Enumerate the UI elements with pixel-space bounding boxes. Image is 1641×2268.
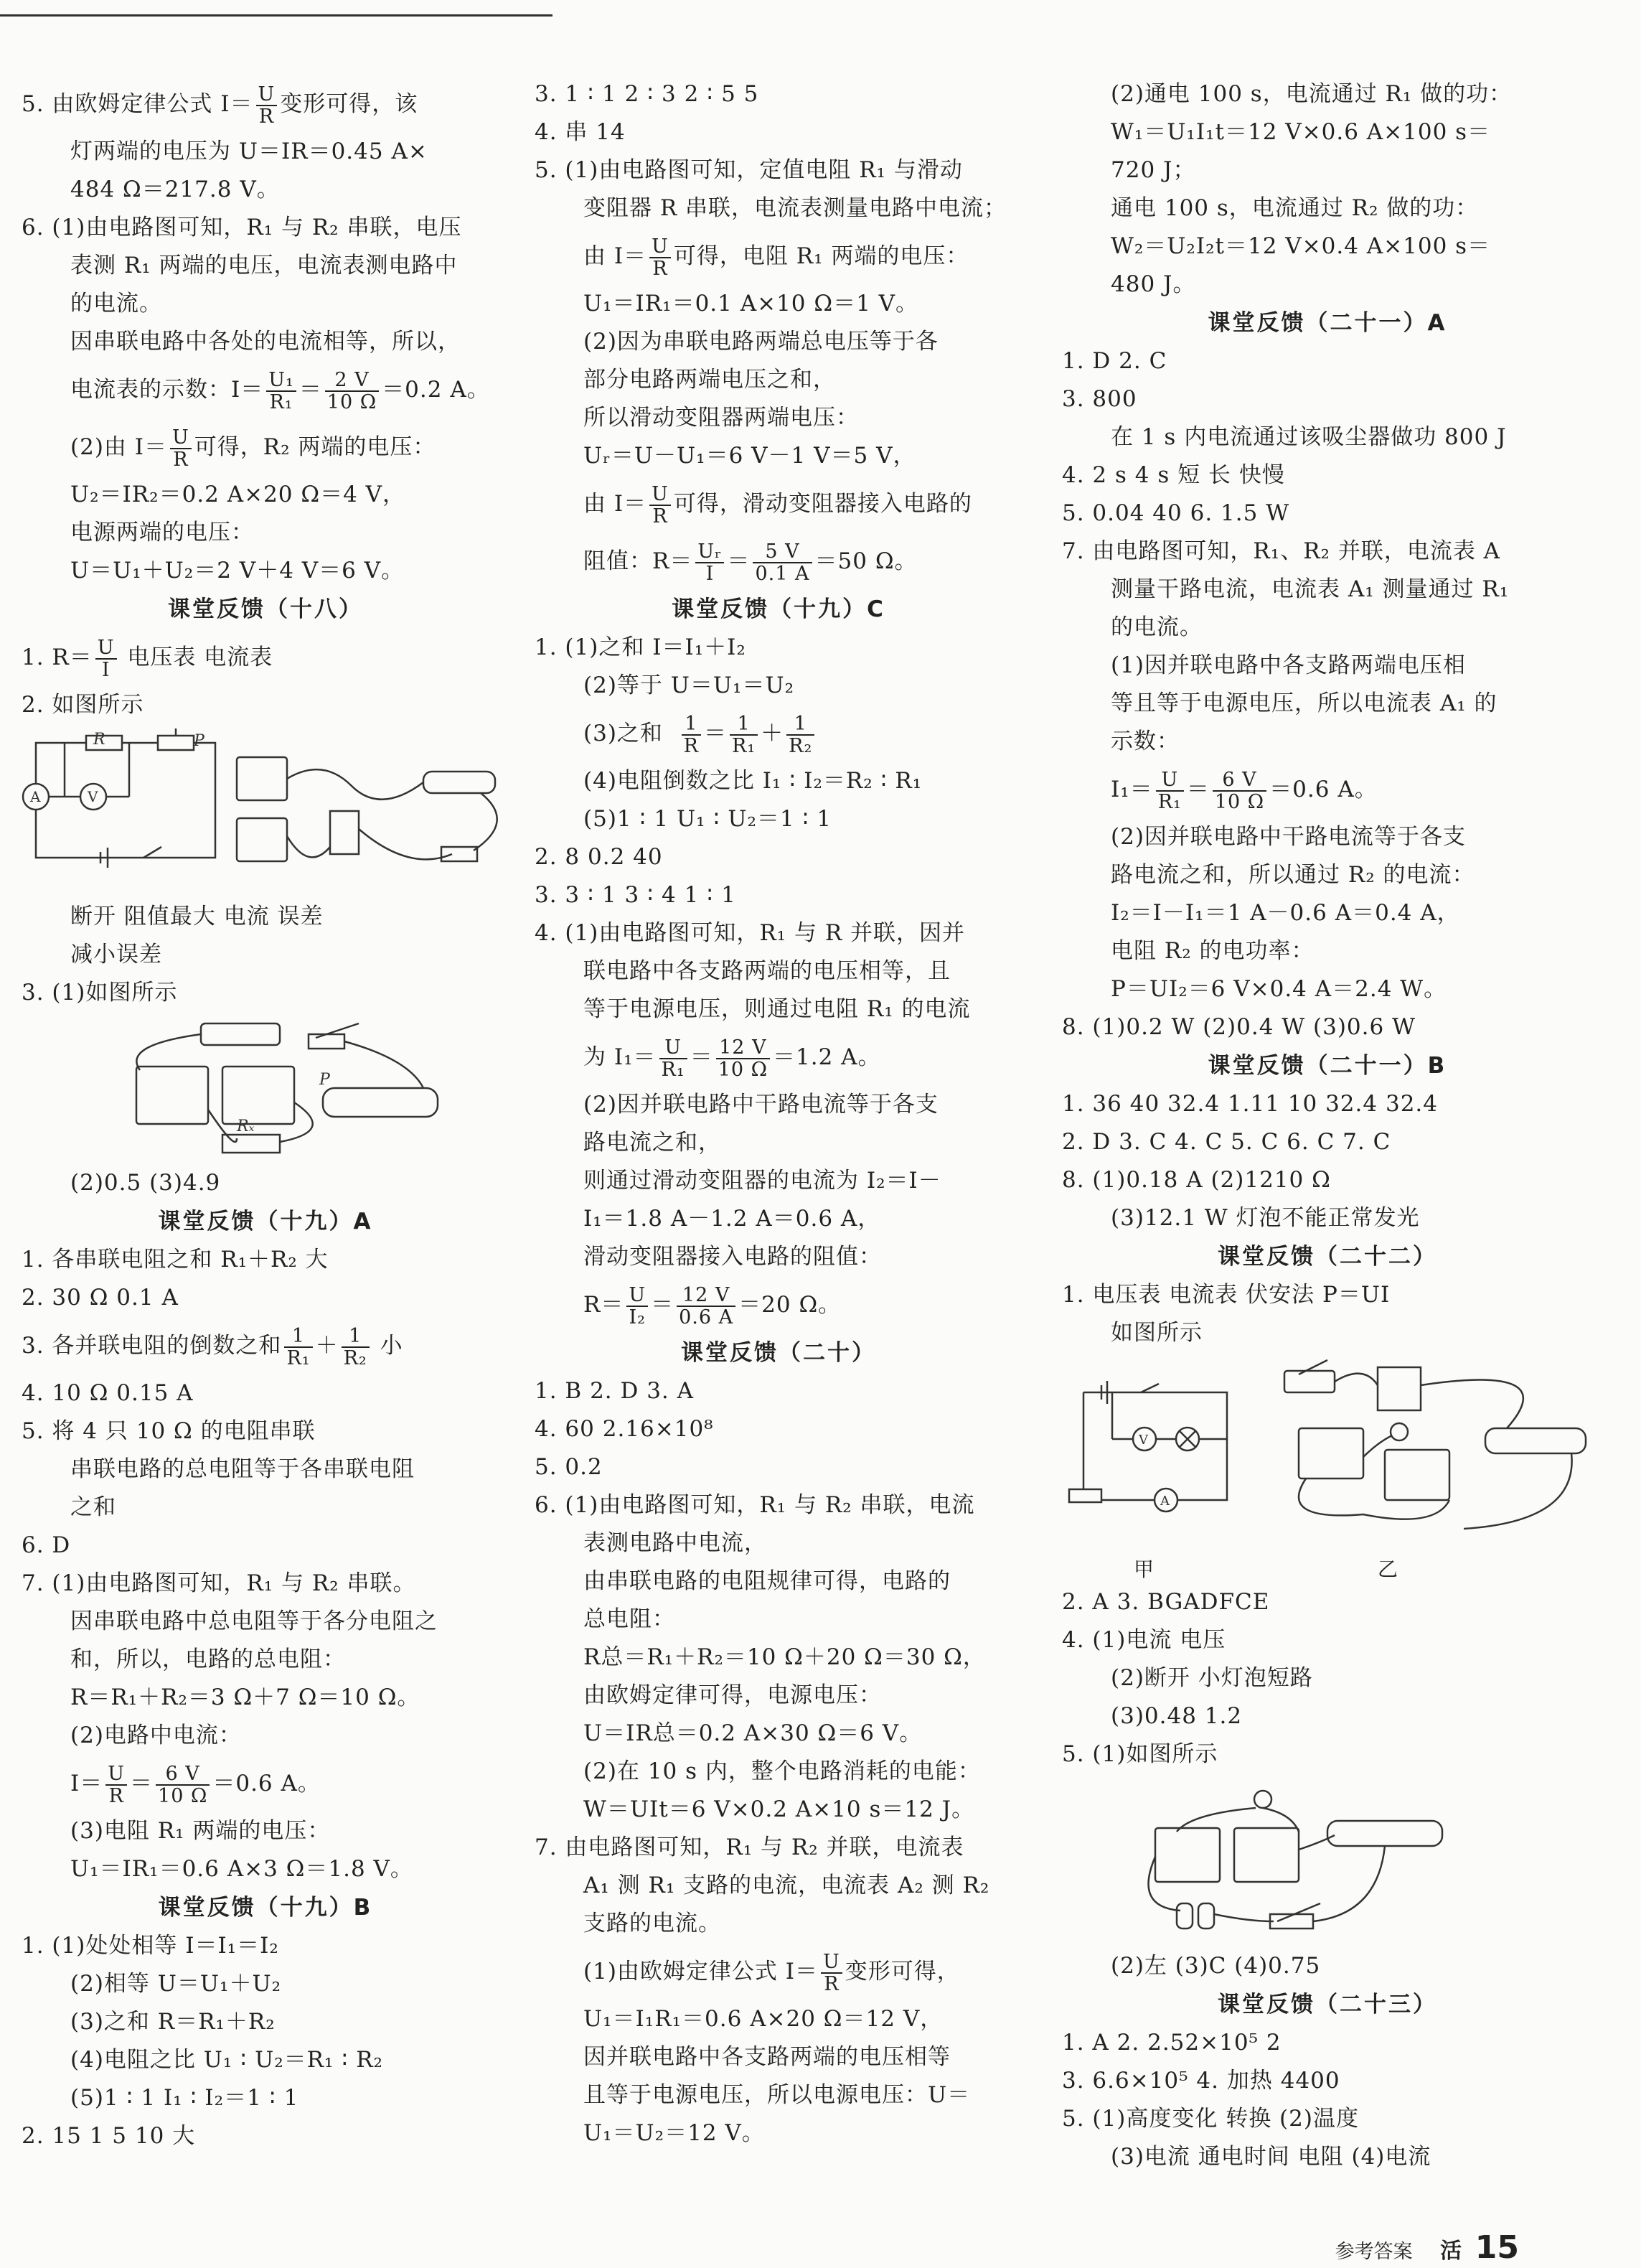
answer-line: 2. 8 0.2 40	[535, 844, 663, 870]
answer-line: 由 I＝ $\frac{U}{R}$ 可得，滑动变阻器接入电路的	[583, 482, 972, 528]
answer-line: (4)电阻倒数之比 I₁ ∶ I₂＝R₂ ∶ R₁	[583, 768, 923, 794]
answer-line: 等且等于电源电压，所以电流表 A₁ 的	[1111, 690, 1497, 716]
fraction: $\frac{2 V}{10 \Omega}$	[325, 370, 379, 413]
answer-line: 2. A 3. BGADFCE	[1062, 1589, 1270, 1615]
circuit-figure-18-3	[22, 1016, 509, 1160]
answer-line: (3)之和 R＝R₁＋R₂	[70, 2009, 276, 2035]
answer-line: 支路的电流。	[583, 1911, 721, 1936]
answer-line: I＝ $\frac{U}{R}$ ＝ $\frac{6 V}{10 \Omega}$ ＝0.6 A。	[70, 1762, 321, 1807]
page-number: 15	[1475, 2229, 1519, 2266]
circuit-diagram	[22, 728, 509, 894]
circuit-figure-18-2	[22, 728, 509, 894]
answer-line: 所以滑动变阻器两端电压：	[583, 405, 859, 431]
answer-line: R总＝R₁＋R₂＝10 Ω＋20 Ω＝30 Ω，	[583, 1644, 986, 1670]
answer-line: 6. (1)由电路图可知，R₁ 与 R₂ 串联，电压	[22, 215, 462, 240]
answer-line: 电流表的示数：I＝ $\frac{\text{U₁}}{\text{R₁}}$ ＝ $\frac{2 V}{10 \Omega}$ ＝0.2 A。	[70, 368, 490, 413]
answer-line: 1. A 2. 2.52×10⁵ 2	[1062, 2030, 1282, 2056]
answer-line: 1. (1)之和 I＝I₁＋I₂	[535, 634, 746, 660]
answer-line: (2)因为串联电路两端总电压等于各	[583, 329, 939, 355]
ammeter-symbol: A	[1160, 1494, 1170, 1509]
answer-line: 由串联电路的电阻规律可得，电路的	[583, 1568, 951, 1594]
answer-line: R＝R₁＋R₂＝3 Ω＋7 Ω＝10 Ω。	[70, 1684, 420, 1710]
page-footer	[1335, 2229, 1519, 2266]
apparatus-drawing	[22, 1016, 509, 1160]
answer-line: A₁ 测 R₁ 支路的电流，电流表 A₂ 测 R₂	[583, 1873, 990, 1898]
answer-line: 5. (1)高度变化 转换 (2)温度	[1062, 2106, 1359, 2132]
fraction: $\frac{\text{Uᵣ}}{I}$	[695, 541, 724, 584]
answer-line: 电源两端的电压：	[70, 520, 254, 545]
answer-line: 7. 由电路图可知，R₁ 与 R₂ 并联，电流表	[535, 1834, 964, 1860]
answer-line: 为 I₁＝ $\frac{U}{\text{R₁}}$ ＝ $\frac{12 V}{10 \Omega}$ ＝1.2 A。	[583, 1036, 881, 1081]
answer-line: 5. 将 4 只 10 Ω 的电阻串联	[22, 1418, 316, 1444]
figure-label-jia: 甲	[1134, 1557, 1155, 1581]
answer-line: 3. 1 ∶ 1 2 ∶ 3 2 ∶ 5 5	[535, 81, 759, 107]
answer-line: (5)1 ∶ 1 I₁ ∶ I₂＝1 ∶ 1	[70, 2085, 299, 2111]
answer-line: 灯两端的电压为 U＝IR＝0.45 A×	[70, 139, 428, 164]
answer-line: (3)电阻 R₁ 两端的电压：	[70, 1818, 331, 1844]
ammeter-symbol: A	[30, 788, 41, 805]
column-3	[1062, 75, 1593, 2176]
answer-line: 2. D 3. C 4. C 5. C 6. C 7. C	[1062, 1129, 1391, 1155]
answer-line: 因串联电路中总电阻等于各分电阻之	[70, 1608, 438, 1634]
answer-line: U₁＝U₂＝12 V。	[583, 2120, 765, 2146]
answer-line: W₂＝U₂I₂t＝12 V×0.4 A×100 s＝	[1111, 233, 1491, 259]
fraction: $\frac{1}{\text{R₁}}$	[730, 713, 758, 756]
fraction: $\frac{U}{R}$	[649, 236, 671, 279]
label-Rx: Rₓ	[237, 1117, 255, 1135]
answer-line: 且等于电源电压，所以电源电压：U＝	[583, 2082, 971, 2108]
answer-line: 1. 各串联电阻之和 R₁＋R₂ 大	[22, 1247, 329, 1273]
answer-line: (2)因并联电路中干路电流等于各支	[583, 1092, 939, 1117]
fraction: $\frac{6 V}{10 \Omega}$	[1213, 769, 1266, 812]
answer-line: 路电流之和，	[583, 1130, 721, 1156]
answer-line: 4. 2 s 4 s 短 长 快慢	[1062, 462, 1285, 488]
answer-line: 5. 0.04 40 6. 1.5 W	[1062, 500, 1290, 526]
answer-line: (3)电流 通电时间 电阻 (4)电流	[1111, 2144, 1431, 2170]
section-heading: 课堂反馈（十九）B	[158, 1895, 373, 1921]
answer-line: (2)电路中电流：	[70, 1723, 242, 1748]
answer-line: 电阻 R₂ 的电功率：	[1111, 938, 1315, 964]
answer-line: 4. (1)电流 电压	[1062, 1627, 1226, 1653]
fraction: $\frac{1}{\text{R₂}}$	[342, 1326, 370, 1369]
label-P: P	[194, 732, 204, 750]
answer-line: W₁＝U₁I₁t＝12 V×0.6 A×100 s＝	[1111, 119, 1491, 145]
answer-line: 8. (1)0.18 A (2)1210 Ω	[1062, 1167, 1331, 1193]
answer-line: 8. (1)0.2 W (2)0.4 W (3)0.6 W	[1062, 1014, 1416, 1040]
answer-line: 3. 各并联电阻的倒数之和 $\frac{1}{\text{R₁}}$ ＋ $\frac{1}{\text{R₂}}$ 小	[22, 1324, 403, 1369]
answer-line: 串联电路的总电阻等于各串联电阻	[70, 1456, 415, 1482]
section-heading: 课堂反馈（二十二）	[1218, 1244, 1437, 1270]
answer-line: 2. 15 1 5 10 大	[22, 2123, 196, 2149]
circuit-diagram-jia-yi	[1062, 1356, 1593, 1550]
answer-line: 的电流。	[70, 291, 162, 317]
section-heading: 课堂反馈（二十三）	[1218, 1992, 1437, 2018]
fraction: $\frac{U}{\text{I₂}}$	[626, 1285, 648, 1328]
fraction: $\frac{1}{\text{R₂}}$	[786, 713, 814, 756]
answer-line: 由欧姆定律可得，电源电压：	[583, 1682, 882, 1708]
answer-line: 2. 30 Ω 0.1 A	[22, 1285, 179, 1311]
answer-line: 因并联电路中各支路两端的电压相等	[583, 2044, 951, 2070]
answer-line: (2)在 10 s 内，整个电路消耗的电能：	[583, 1758, 981, 1784]
answer-line: 变阻器 R 串联，电流表测量电路中电流；	[583, 195, 1007, 221]
fraction: $\frac{6 V}{10 \Omega}$	[156, 1763, 210, 1807]
answer-line: (5)1 ∶ 1 U₁ ∶ U₂＝1 ∶ 1	[583, 806, 832, 832]
answer-line: 3. 6.6×10⁵ 4. 加热 4400	[1062, 2068, 1340, 2094]
answer-line: 滑动变阻器接入电路的阻值：	[583, 1244, 882, 1270]
fraction: $\frac{U}{\text{R₁}}$	[659, 1037, 687, 1080]
fraction: $\frac{U}{R}$	[256, 84, 278, 127]
answer-line: 阻值：R＝ $\frac{\text{Uᵣ}}{I}$ ＝ $\frac{5 V}{0.1 A}$ ＝50 Ω。	[583, 540, 918, 585]
answer-line: 6. (1)由电路图可知，R₁ 与 R₂ 串联，电流	[535, 1492, 975, 1518]
answer-line: 5. (1)如图所示	[1062, 1741, 1218, 1767]
answer-line: 7. (1)由电路图可知，R₁ 与 R₂ 串联。	[22, 1570, 416, 1596]
figure-label-yi: 乙	[1378, 1557, 1398, 1581]
answer-line: 4. (1)由电路图可知，R₁ 与 R 并联，因并	[535, 920, 966, 946]
fraction: $\frac{U}{R}$	[170, 427, 192, 470]
footer-brand: 活	[1440, 2239, 1462, 2264]
answer-line: 720 J；	[1111, 157, 1196, 183]
answer-line: (2)通电 100 s，电流通过 R₁ 做的功：	[1111, 81, 1513, 107]
section-heading: 课堂反馈（十九）C	[672, 596, 885, 622]
answer-line: 的电流。	[1111, 614, 1203, 640]
answer-line: 3. (1)如图所示	[22, 980, 178, 1006]
answer-line: 1. B 2. D 3. A	[535, 1378, 695, 1404]
circuit-figure-22	[1062, 1356, 1593, 1579]
answer-line: 总电阻：	[583, 1606, 675, 1632]
answer-line: I₁＝ $\frac{U}{\text{R₁}}$ ＝ $\frac{6 V}{10 \Omega}$ ＝0.6 A。	[1111, 768, 1378, 813]
answer-line: 因串联电路中各处的电流相等，所以，	[70, 329, 461, 355]
answer-line: 断开 阻值最大 电流 误差	[70, 904, 324, 929]
fraction: $\frac{1}{\text{R₁}}$	[284, 1326, 312, 1369]
label-P: P	[319, 1071, 330, 1089]
section-heading: 课堂反馈（十九）A	[158, 1209, 373, 1234]
answer-line: U＝U₁＋U₂＝2 V＋4 V＝6 V。	[70, 558, 405, 584]
section-heading: 课堂反馈（二十一）A	[1208, 310, 1447, 336]
answer-line: (3)0.48 1.2	[1111, 1703, 1243, 1729]
top-rule	[0, 14, 553, 17]
answer-line: (2)0.5 (3)4.9	[70, 1170, 221, 1196]
answer-line: 如图所示	[1111, 1320, 1203, 1346]
section-heading: 课堂反馈（二十）	[681, 1340, 876, 1366]
answer-line: U₁＝IR₁＝0.6 A×3 Ω＝1.8 V。	[70, 1856, 413, 1882]
answer-line: 减小误差	[70, 942, 162, 967]
answer-line: (2)断开 小灯泡短路	[1111, 1665, 1313, 1691]
answer-line: 6. D	[22, 1532, 71, 1558]
answer-line: Uᵣ＝U－U₁＝6 V－1 V＝5 V，	[583, 443, 916, 469]
column-2	[535, 75, 1022, 2152]
answer-line: 1. R＝ $\frac{U}{I}$ 电压表 电流表	[22, 636, 273, 681]
fraction: $\frac{U}{I}$	[95, 637, 117, 680]
answer-line: 之和	[70, 1494, 116, 1520]
answer-line: 示数：	[1111, 728, 1180, 754]
answer-line: P＝UI₂＝6 V×0.4 A＝2.4 W。	[1111, 976, 1447, 1002]
fraction: $\frac{U}{R}$	[821, 1951, 842, 1995]
answer-line: (2)相等 U＝U₁＋U₂	[70, 1971, 281, 1997]
fraction: $\frac{1}{R}$	[682, 713, 701, 756]
answer-line: 4. 60 2.16×10⁸	[535, 1416, 714, 1442]
fraction: $\frac{\text{U₁}}{\text{R₁}}$	[266, 370, 296, 413]
answer-line: 2. 如图所示	[22, 692, 144, 718]
section-heading: 课堂反馈（十八）	[168, 596, 363, 622]
footer-label: 参考答案	[1335, 2241, 1413, 2263]
answer-line: 1. 电压表 电流表 伏安法 P＝UI	[1062, 1282, 1391, 1308]
fraction: $\frac{U}{R}$	[105, 1763, 127, 1807]
answer-line: 3. 800	[1062, 386, 1137, 412]
answer-line: (1)由欧姆定律公式 I＝ $\frac{U}{R}$ 变形可得，	[583, 1950, 960, 1995]
answer-line: 在 1 s 内电流通过该吸尘器做功 800 J	[1111, 424, 1507, 450]
answer-line: 5. (1)由电路图可知，定值电阻 R₁ 与滑动	[535, 157, 963, 183]
answer-line: 等于电源电压，则通过电阻 R₁ 的电流	[583, 996, 971, 1022]
answer-line: 测量干路电流，电流表 A₁ 测量通过 R₁	[1111, 576, 1510, 602]
answer-line: 4. 10 Ω 0.15 A	[22, 1380, 194, 1406]
answer-line: U₂＝IR₂＝0.2 A×20 Ω＝4 V，	[70, 482, 406, 507]
answer-line: 484 Ω＝217.8 V。	[70, 177, 280, 202]
answer-line: U₁＝I₁R₁＝0.6 A×20 Ω＝12 V，	[583, 2006, 944, 2032]
fraction: $\frac{12 V}{10 \Omega}$	[716, 1037, 770, 1080]
answer-line: 由 I＝ $\frac{U}{R}$ 可得，电阻 R₁ 两端的电压：	[583, 235, 969, 280]
fraction: $\frac{12 V}{0.6 A}$	[677, 1285, 735, 1328]
answer-line: 1. (1)处处相等 I＝I₁＝I₂	[22, 1933, 279, 1959]
answer-line: 4. 串 14	[535, 119, 626, 145]
section-heading: 课堂反馈（二十一）B	[1208, 1053, 1447, 1079]
answer-line: 1. D 2. C	[1062, 348, 1167, 374]
fraction: $\frac{5 V}{0.1 A}$	[753, 541, 812, 584]
answer-line: I₂＝I－I₁＝1 A－0.6 A＝0.4 A，	[1111, 900, 1460, 926]
answer-line: (1)因并联电路中各支路两端电压相	[1111, 652, 1466, 678]
answer-line: 通电 100 s，电流通过 R₂ 做的功：	[1111, 195, 1479, 221]
answer-line: (4)电阻之比 U₁ ∶ U₂＝R₁ ∶ R₂	[70, 2047, 383, 2073]
answer-line: 部分电路两端电压之和，	[583, 367, 836, 393]
answer-line: 7. 由电路图可知，R₁、R₂ 并联，电流表 A	[1062, 538, 1501, 564]
answer-line: 表测 R₁ 两端的电压，电流表测电路中	[70, 253, 458, 278]
answer-line: 则通过滑动变阻器的电流为 I₂＝I－	[583, 1168, 941, 1194]
answer-line: R＝ $\frac{U}{\text{I₂}}$ ＝ $\frac{12 V}{0.6 A}$ ＝20 Ω。	[583, 1283, 842, 1329]
answer-line: 表测电路中电流，	[583, 1530, 767, 1556]
answer-line: 1. 36 40 32.4 1.11 10 32.4 32.4	[1062, 1091, 1438, 1117]
answer-line: (2)因并联电路中干路电流等于各支	[1111, 824, 1466, 850]
circuit-figure-22-5	[1062, 1778, 1593, 1943]
answer-line: U＝IR总＝0.2 A×30 Ω＝6 V。	[583, 1720, 923, 1746]
answer-line: (2)由 I＝ $\frac{U}{R}$ 可得，R₂ 两端的电压：	[70, 426, 436, 471]
answer-line: 路电流之和，所以通过 R₂ 的电流：	[1111, 862, 1475, 888]
answer-line: 和，所以，电路的总电阻：	[70, 1646, 346, 1672]
answer-line: 5. 由欧姆定律公式 I＝ $\frac{U}{R}$ 变形可得，该	[22, 83, 418, 128]
answer-line: I₁＝1.8 A－1.2 A＝0.6 A，	[583, 1206, 881, 1232]
fraction: $\frac{U}{\text{R₁}}$	[1156, 769, 1184, 812]
answer-line: 5. 0.2	[535, 1454, 603, 1480]
answer-line: 联电路中各支路两端的电压相等，且	[583, 958, 951, 984]
voltmeter-symbol: V	[88, 788, 98, 805]
label-R: R	[93, 731, 105, 749]
answer-line: 3. 3 ∶ 1 3 ∶ 4 1 ∶ 1	[535, 882, 736, 908]
answer-line: (2)等于 U＝U₁＝U₂	[583, 673, 794, 698]
apparatus-drawing	[1062, 1778, 1593, 1943]
answer-line: 480 J。	[1111, 271, 1196, 297]
answer-line: (3)12.1 W 灯泡不能正常发光	[1111, 1205, 1420, 1231]
answer-line: W＝UIt＝6 V×0.2 A×10 s＝12 J。	[583, 1796, 975, 1822]
answer-line: (3)之和 $\frac{1}{R}$ ＝ $\frac{1}{\text{R₁}}$ ＋ $\frac{1}{\text{R₂}}$	[535, 705, 1022, 762]
voltmeter-symbol: V	[1139, 1433, 1148, 1448]
answer-line: (2)左 (3)C (4)0.75	[1111, 1953, 1321, 1979]
answer-line: U₁＝IR₁＝0.1 A×10 Ω＝1 V。	[583, 291, 919, 317]
fraction: $\frac{U}{R}$	[649, 484, 671, 527]
column-1	[22, 75, 509, 2155]
